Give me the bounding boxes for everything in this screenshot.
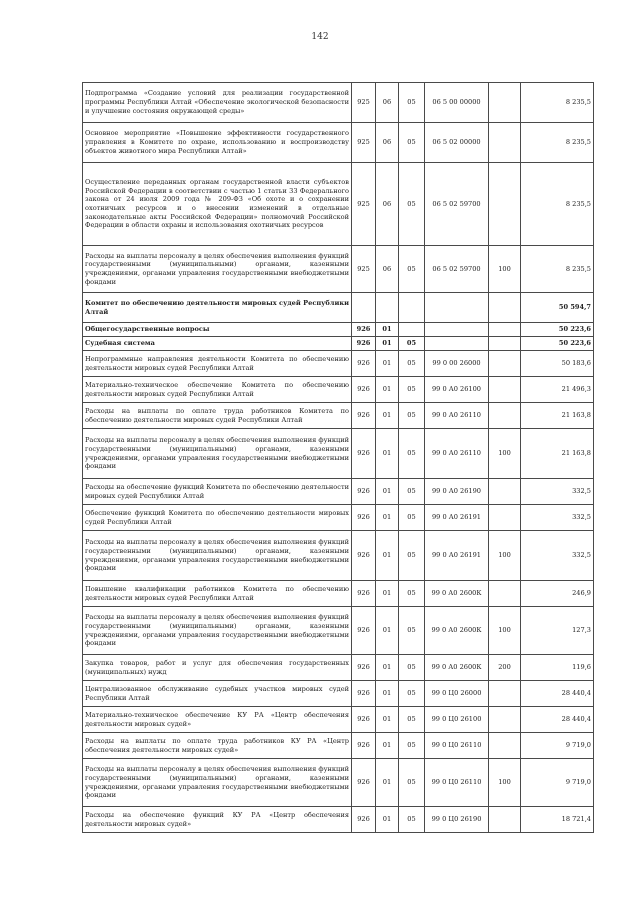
subsection-code [399,323,425,337]
expense-type [489,707,521,733]
target-article: 99 0 А0 26100 [425,377,489,403]
target-article: 99 0 Ц0 26000 [425,681,489,707]
table-row [83,607,594,655]
amount: 9 719,0 [521,759,594,807]
subsection-code: 05 [399,505,425,531]
section-code: 01 [376,681,399,707]
budget-table [82,82,594,833]
section-code: 01 [376,655,399,681]
expense-type [489,123,521,163]
amount: 21 163,8 [521,403,594,429]
subsection-code: 05 [399,163,425,246]
amount: 332,5 [521,531,594,581]
row-name: Централизованное обслуживание судебных участков мировых судей Республики Алтай [83,681,352,707]
ministry-code: 926 [352,759,376,807]
table-row [83,403,594,429]
target-article [425,293,489,323]
expense-type [489,351,521,377]
amount: 50 594,7 [521,293,594,323]
row-name: Расходы на выплаты персоналу в целях обеспечения выполнения функций государственными (муниципальными) органами, казенными учреждениями, органами управления государственными внебюджетными фондами [83,429,352,479]
subsection-code: 05 [399,681,425,707]
amount: 332,5 [521,505,594,531]
section-code: 06 [376,83,399,123]
table-row [83,163,594,246]
section-code: 06 [376,123,399,163]
amount: 246,9 [521,581,594,607]
section-code: 01 [376,403,399,429]
row-name: Обеспечение функций Комитета по обеспечению деятельности мировых судей Республики Алтай [83,505,352,531]
expense-type [489,337,521,351]
subsection-code: 05 [399,429,425,479]
target-article: 99 0 А0 26191 [425,531,489,581]
subsection-code: 05 [399,607,425,655]
amount: 18 721,4 [521,807,594,833]
ministry-code [352,293,376,323]
section-code [376,293,399,323]
expense-type [489,83,521,123]
expense-type: 100 [489,429,521,479]
subsection-code: 05 [399,246,425,293]
row-name: Расходы на выплаты персоналу в целях обеспечения выполнения функций государственными (муниципальными) органами, казенными учреждениями, органами управления государственными внебюджетными фондами [83,759,352,807]
table-row [83,351,594,377]
expense-type [489,479,521,505]
subsection-code [399,293,425,323]
table-row [83,429,594,479]
ministry-code: 926 [352,323,376,337]
row-name: Расходы на обеспечение функций Комитета по обеспечению деятельности мировых судей Республики Алтай [83,479,352,505]
row-name: Комитет по обеспечению деятельности мировых судей Республики Алтай [83,293,352,323]
row-name: Осуществление переданных органам государственной власти субъектов Российской Федерации в соответствии с частью 1 статьи 33 Федерального закона от 24 июля 2009 года № 209-ФЗ «Об охоте и о сохранении охотничьих ресурсов и о внесении изменений в отдельные законодательные акты Российской Федерации» полномочий Российской Федерации в области охраны и использования охотничьих ресурсов [83,163,352,246]
expense-type [489,505,521,531]
expense-type: 100 [489,607,521,655]
subsection-code: 05 [399,807,425,833]
amount: 21 163,8 [521,429,594,479]
table-row [83,531,594,581]
amount: 50 223,6 [521,337,594,351]
ministry-code: 926 [352,337,376,351]
section-code: 01 [376,337,399,351]
ministry-code: 925 [352,246,376,293]
target-article: 99 0 А0 26191 [425,505,489,531]
row-name: Расходы на обеспечение функций КУ РА «Центр обеспечения деятельности мировых судей» [83,807,352,833]
target-article [425,337,489,351]
table-row [83,733,594,759]
expense-type: 100 [489,531,521,581]
expense-type [489,377,521,403]
section-code: 01 [376,607,399,655]
section-code: 06 [376,163,399,246]
row-name: Судебная система [83,337,352,351]
section-code: 01 [376,581,399,607]
section-code: 01 [376,505,399,531]
ministry-code: 926 [352,607,376,655]
ministry-code: 926 [352,707,376,733]
table-row [83,479,594,505]
ministry-code: 925 [352,123,376,163]
expense-type: 100 [489,246,521,293]
ministry-code: 926 [352,581,376,607]
target-article: 99 0 А0 2600К [425,607,489,655]
amount: 8 235,5 [521,246,594,293]
subsection-code: 05 [399,83,425,123]
ministry-code: 926 [352,403,376,429]
ministry-code: 926 [352,479,376,505]
subsection-code: 05 [399,377,425,403]
amount: 332,5 [521,479,594,505]
expense-type [489,733,521,759]
section-code: 01 [376,707,399,733]
amount: 127,3 [521,607,594,655]
expense-type [489,581,521,607]
expense-type: 200 [489,655,521,681]
ministry-code: 926 [352,429,376,479]
amount: 9 719,0 [521,733,594,759]
subsection-code: 05 [399,733,425,759]
target-article: 99 0 Ц0 26190 [425,807,489,833]
subsection-code: 05 [399,337,425,351]
ministry-code: 926 [352,531,376,581]
row-name: Повышение квалификации работников Комитета по обеспечению деятельности мировых судей Республики Алтай [83,581,352,607]
row-name: Общегосударственные вопросы [83,323,352,337]
expense-type [489,293,521,323]
expense-type [489,681,521,707]
target-article: 99 0 А0 26110 [425,403,489,429]
section-code: 01 [376,351,399,377]
subsection-code: 05 [399,479,425,505]
ministry-code: 926 [352,351,376,377]
target-article: 99 0 А0 26110 [425,429,489,479]
amount: 8 235,5 [521,123,594,163]
row-name: Закупка товаров, работ и услуг для обеспечения государственных (муниципальных) нужд [83,655,352,681]
ministry-code: 926 [352,505,376,531]
target-article: 99 0 00 26000 [425,351,489,377]
table-row [83,505,594,531]
target-article: 06 5 02 59700 [425,163,489,246]
amount: 119,6 [521,655,594,681]
row-name: Подпрограмма «Создание условий для реализации государственной программы Республики Алтай «Обеспечение экологической безопасности и улучшение состояния окружающей среды» [83,83,352,123]
amount: 50 183,6 [521,351,594,377]
ministry-code: 926 [352,655,376,681]
row-name: Расходы на выплаты по оплате труда работников Комитета по обеспечению деятельности мировых судей Республики Алтай [83,403,352,429]
ministry-code: 926 [352,807,376,833]
table-row [83,246,594,293]
table-row [83,293,594,323]
table-row [83,681,594,707]
subsection-code: 05 [399,123,425,163]
amount: 21 496,3 [521,377,594,403]
table-row [83,759,594,807]
section-code: 01 [376,733,399,759]
section-code: 01 [376,323,399,337]
amount: 8 235,5 [521,163,594,246]
subsection-code: 05 [399,655,425,681]
row-name: Непрограммные направления деятельности Комитета по обеспечению деятельности мировых судей Республики Алтай [83,351,352,377]
target-article: 99 0 Ц0 26100 [425,707,489,733]
subsection-code: 05 [399,351,425,377]
row-name: Расходы на выплаты персоналу в целях обеспечения выполнения функций государственными (муниципальными) органами, казенными учреждениями, органами управления государственными внебюджетными фондами [83,531,352,581]
table-row [83,337,594,351]
row-name: Расходы на выплаты персоналу в целях обеспечения выполнения функций государственными (муниципальными) органами, казенными учреждениями, органами управления государственными внебюджетными фондами [83,607,352,655]
section-code: 06 [376,246,399,293]
target-article: 06 5 02 59700 [425,246,489,293]
target-article: 99 0 Ц0 26110 [425,733,489,759]
amount: 50 223,6 [521,323,594,337]
target-article [425,323,489,337]
table-row [83,323,594,337]
expense-type [489,163,521,246]
target-article: 06 5 00 00000 [425,83,489,123]
target-article: 99 0 А0 26190 [425,479,489,505]
subsection-code: 05 [399,531,425,581]
expense-type: 100 [489,759,521,807]
ministry-code: 926 [352,733,376,759]
row-name: Расходы на выплаты персоналу в целях обеспечения выполнения функций государственными (муниципальными) органами, казенными учреждениями, органами управления государственными внебюджетными фондами [83,246,352,293]
ministry-code: 925 [352,163,376,246]
subsection-code: 05 [399,707,425,733]
subsection-code: 05 [399,581,425,607]
amount: 8 235,5 [521,83,594,123]
expense-type [489,403,521,429]
expense-type [489,807,521,833]
section-code: 01 [376,759,399,807]
table-row [83,807,594,833]
subsection-code: 05 [399,403,425,429]
row-name: Материально-техническое обеспечение Комитета по обеспечению деятельности мировых судей Республики Алтай [83,377,352,403]
table-body [83,83,594,833]
section-code: 01 [376,429,399,479]
subsection-code: 05 [399,759,425,807]
table-row [83,83,594,123]
row-name: Основное мероприятие «Повышение эффективности государственного управления в Комитете по охране, использованию и воспроизводству объектов животного мира Республики Алтай» [83,123,352,163]
target-article: 99 0 Ц0 26110 [425,759,489,807]
page-number: 142 [311,32,329,42]
section-code: 01 [376,807,399,833]
row-name: Расходы на выплаты по оплате труда работников КУ РА «Центр обеспечения деятельности мировых судей» [83,733,352,759]
table-row [83,377,594,403]
ministry-code: 926 [352,681,376,707]
expense-type [489,323,521,337]
ministry-code: 926 [352,377,376,403]
row-name: Материально-техническое обеспечение КУ РА «Центр обеспечения деятельности мировых судей» [83,707,352,733]
ministry-code: 925 [352,83,376,123]
target-article: 06 5 02 00000 [425,123,489,163]
table-row [83,655,594,681]
target-article: 99 0 А0 2600К [425,581,489,607]
section-code: 01 [376,531,399,581]
target-article: 99 0 А0 2600К [425,655,489,681]
amount: 28 440,4 [521,681,594,707]
section-code: 01 [376,479,399,505]
section-code: 01 [376,377,399,403]
table-row [83,707,594,733]
table-row [83,123,594,163]
table-row [83,581,594,607]
amount: 28 440,4 [521,707,594,733]
